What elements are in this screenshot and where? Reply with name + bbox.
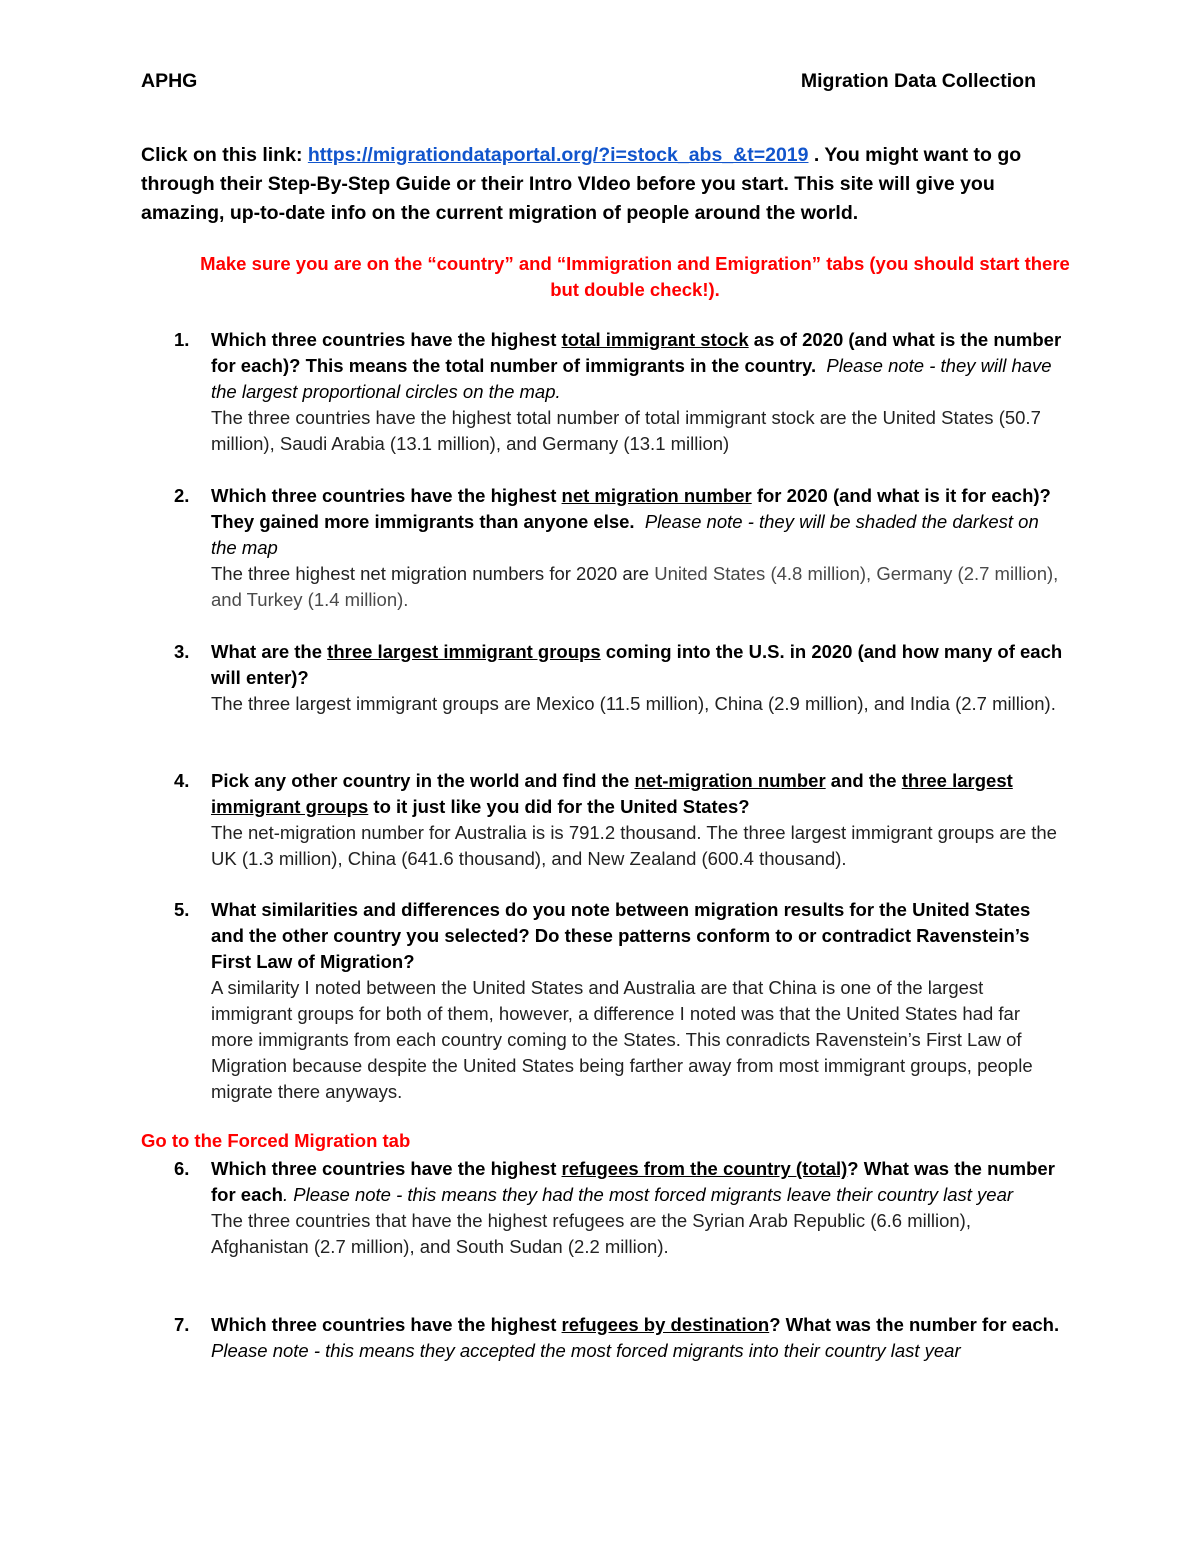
question-4 xyxy=(174,768,1066,872)
question-text: Which three countries have the highest total immigrant stock as of 2020 (and what is the number for each)? This means the total number of immigrants in the country. xyxy=(211,329,1062,376)
answer-text: The three largest immigrant groups are Mexico (11.5 million), China (2.9 million), and India (2.7 million). xyxy=(211,693,1056,714)
course-label: APHG xyxy=(141,70,198,92)
answer-text: The three countries that have the highest refugees are the Syrian Arab Republic (6.6 million), Afghanistan (2.7 million), and South Sudan (2.2 million). xyxy=(211,1210,971,1257)
answer-text: The three countries have the highest total number of total immigrant stock are the United States (50.7 million), Saudi Arabia (13.1 million), and Germany (13.1 million) xyxy=(211,407,1041,454)
question-number: 4. xyxy=(174,770,190,791)
page-header xyxy=(141,70,1036,98)
question-note: Please note - they will have the largest proportional circles on the map. xyxy=(211,355,1052,402)
question-text: What are the three largest immigrant groups coming into the U.S. in 2020 (and how many of each will enter)? xyxy=(211,641,1063,688)
document-title: Migration Data Collection xyxy=(800,70,1036,92)
question-number: 6. xyxy=(174,1158,190,1179)
question-note: Please note - they will be shaded the darkest on the map xyxy=(211,511,1039,558)
question-number: 5. xyxy=(174,899,190,920)
question-number: 2. xyxy=(174,485,190,506)
question-text: What similarities and differences do you note between migration results for the United States and the other country you selected? Do these patterns conform to or contradict Ravenstein’s First Law of Migration? xyxy=(211,899,1031,972)
forced-migration-heading: Go to the Forced Migration tab xyxy=(141,1130,411,1151)
migration-portal-link[interactable]: https://migrationdataportal.org/?i=stock_abs_&t=2019 xyxy=(307,144,809,166)
answer-text: The net-migration number for Australia is is 791.2 thousand. The three largest immigrant groups are the UK (1.3 million), China (641.6 thousand), and New Zealand (600.4 thousand). xyxy=(211,822,1057,869)
question-text: Which three countries have the highest refugees from the country (total)? What was the number for each xyxy=(211,1158,1055,1205)
answer-text: The three highest net migration numbers for 2020 are United States (4.8 million), Germany (2.7 million), and Turkey (1.4 million). xyxy=(211,563,1059,610)
question-6 xyxy=(174,1156,1066,1260)
tab-notice: Make sure you are on the “country” and “Immigration and Emigration” tabs (you should start there but double check!). xyxy=(200,253,1070,300)
intro-lead: Click on this link: xyxy=(141,144,308,166)
question-number: 7. xyxy=(174,1314,190,1335)
question-7 xyxy=(174,1312,1066,1364)
question-number: 3. xyxy=(174,641,190,662)
question-5 xyxy=(174,897,1066,1105)
question-note: . Please note - this means they had the most forced migrants leave their country last year xyxy=(282,1184,1014,1205)
question-number: 1. xyxy=(174,329,190,350)
question-text: Pick any other country in the world and find the net-migration number and the three largest immigrant groups to it just like you did for the United States? xyxy=(211,770,1013,817)
question-text: Which three countries have the highest net migration number for 2020 (and what is it for each)? They gained more immigrants than anyone else. xyxy=(211,485,1051,532)
answer-text: A similarity I noted between the United States and Australia are that China is one of the largest immigrant groups for both of them, however, a difference I noted was that the United States had far more immigrants from each country coming to the States. This conradicts Ravenstein’s First Law of Migration because despite the United States being farther away from most immigrant groups, people migrate there anyways. xyxy=(211,977,1033,1102)
intro-paragraph xyxy=(141,141,1061,228)
question-2 xyxy=(174,483,1066,613)
question-text: Which three countries have the highest refugees by destination? What was the number for each. xyxy=(211,1314,1060,1335)
question-1 xyxy=(174,327,1066,457)
question-note: Please note - this means they accepted the most forced migrants into their country last year xyxy=(211,1340,961,1361)
intro-rest: . You might want to go through their Step-By-Step Guide or their Intro VIdeo before you start. This site will give you amazing, up-to-date info on the current migration of people around the world. xyxy=(141,144,1022,224)
question-3 xyxy=(174,639,1066,717)
